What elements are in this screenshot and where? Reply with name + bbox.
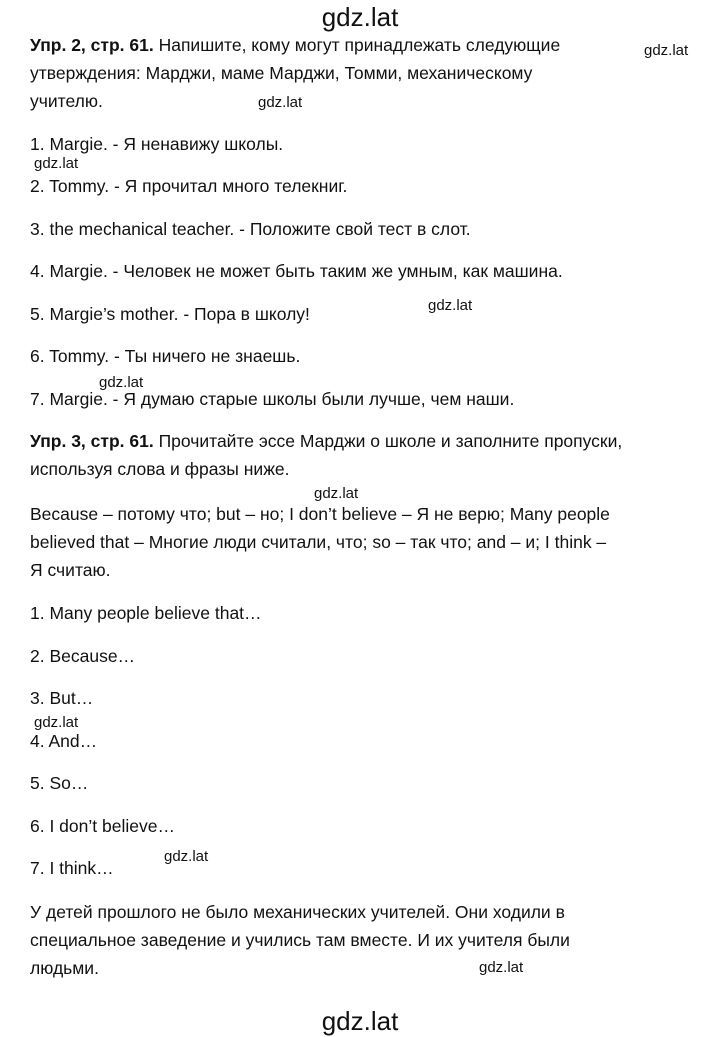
ex3-instruction-text: Прочитайте эссе Марджи о школе и заполните пропуски, [153, 431, 623, 451]
ex2-item: 3. the mechanical teacher. - Положите свой тест в слот. [30, 219, 471, 239]
ex2-instruction-line-1 [30, 35, 560, 56]
watermark: gdz.lat [34, 714, 79, 731]
ex2-item: 5. Margie’s mother. - Пора в школу! [30, 304, 310, 324]
ex3-vocab-line-1: Because – потому что; but – но; I don’t believe – Я не верю; Many people [30, 504, 610, 524]
ex3-instruction-line-2: используя слова и фразы ниже. [30, 459, 290, 479]
watermark: gdz.lat [258, 94, 303, 111]
ex3-instruction-line-1 [30, 431, 622, 452]
watermark: gdz.lat [644, 42, 689, 59]
watermark-footer: gdz.lat [321, 1006, 399, 1036]
ex2-instruction-line-3: учителю. [30, 91, 103, 111]
watermark: gdz.lat [34, 155, 79, 172]
watermark: gdz.lat [479, 959, 524, 976]
watermark: gdz.lat [164, 848, 209, 865]
ex2-item: 6. Tommy. - Ты ничего не знаешь. [30, 346, 301, 366]
essay-line-3: людьми. [30, 958, 99, 978]
ex3-vocab-line-2: believed that – Многие люди считали, что; so – так что; and – и; I think – [30, 532, 607, 552]
essay-line-1: У детей прошлого не было механических учителей. Они ходили в [30, 902, 565, 922]
ex3-item: 6. I don’t believe… [30, 816, 175, 836]
ex2-item: 2. Tommy. - Я прочитал много телекниг. [30, 176, 348, 196]
ex2-instruction-line-2: утверждения: Марджи, маме Марджи, Томми, механическому [30, 63, 533, 83]
ex3-item: 5. So… [30, 773, 89, 793]
ex2-item: 7. Margie. - Я думаю старые школы были лучше, чем наши. [30, 389, 515, 409]
ex3-item: 3. But… [30, 688, 94, 708]
ex3-heading: Упр. 3, стр. 61. [30, 431, 154, 451]
ex3-item: 7. I think… [30, 858, 114, 878]
ex3-item: 1. Many people believe that… [30, 603, 262, 623]
ex3-vocab-line-3: Я считаю. [30, 560, 111, 580]
ex2-item: 4. Margie. - Человек не может быть таким же умным, как машина. [30, 261, 563, 281]
watermark: gdz.lat [99, 374, 144, 391]
ex3-item: 2. Because… [30, 646, 136, 666]
ex2-item: 1. Margie. - Я ненавижу школы. [30, 134, 284, 154]
watermark-header: gdz.lat [321, 2, 399, 32]
watermark: gdz.lat [314, 485, 359, 502]
watermark: gdz.lat [428, 297, 473, 314]
essay-line-2: специальное заведение и учились там вместе. И их учителя были [30, 930, 570, 950]
ex2-heading: Упр. 2, стр. 61. [30, 35, 154, 55]
ex2-instruction-text: Напишите, кому могут принадлежать следующие [153, 35, 561, 55]
ex3-item: 4. And… [30, 731, 98, 751]
